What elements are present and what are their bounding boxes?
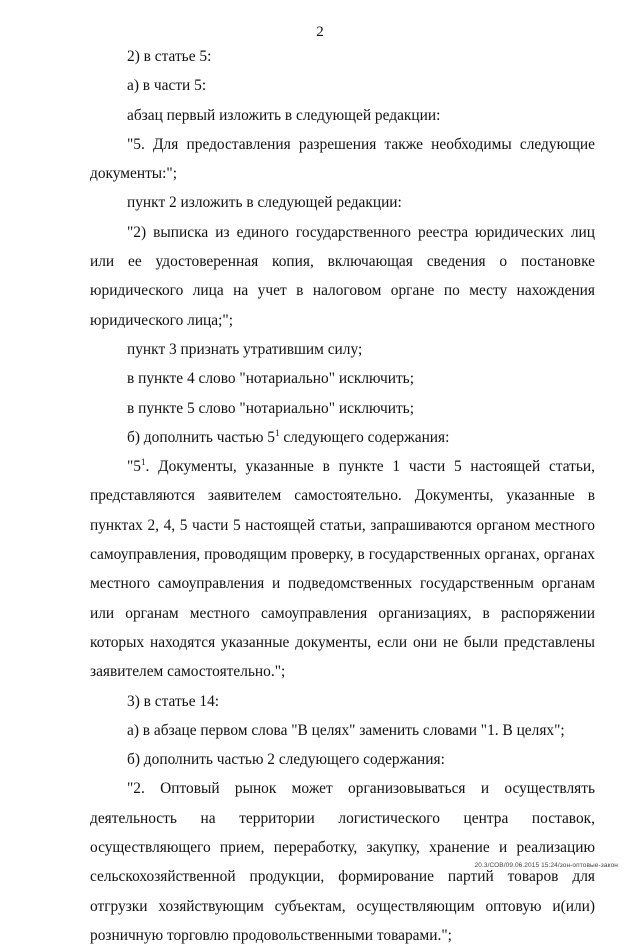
paragraph: "2) выписка из единого государственного реестра юридических лиц или ее удостоверенная копия, включающая сведения о постановке юридического лица на учет в налоговом органе по месту нахождения юридического лица;"; xyxy=(90,223,595,329)
paragraph: пункт 2 изложить в следующей редакции: xyxy=(127,194,402,212)
paragraph: "5. Для предоставления разрешения также необходимы следующие документы:"; xyxy=(90,135,595,183)
paragraph: "2. Оптовый рынок может организовываться и осуществлять деятельность на территории логистического центра поставок, осуществляющего прием, переработку, закупку, хранение и реализацию сельскохозяйственной продукции, формирование партий товаров для отгрузки хозяйствующим субъектам, осуществляющим оптовую и(или) розничную торговлю продовольственными товарами."; xyxy=(90,780,595,944)
paragraph-text: следующего содержания: xyxy=(279,428,450,446)
paragraph-text: "5 xyxy=(127,458,141,476)
superscript: 1 xyxy=(140,457,146,468)
paragraph: а) в абзаце первом слова "В целях" заменить словами "1. В целях"; xyxy=(127,721,565,739)
paragraph: пункт 3 признать утратившим силу; xyxy=(127,340,363,358)
paragraph xyxy=(90,423,595,452)
paragraph: 2) в статье 5: xyxy=(127,48,212,65)
paragraph xyxy=(90,452,595,686)
paragraph: в пункте 5 слово "нотариально" исключить; xyxy=(127,399,414,417)
paragraph: абзац первый изложить в следующей редакции: xyxy=(127,106,441,124)
paragraph-text: б) дополнить частью 5 xyxy=(127,428,275,446)
paragraph: б) дополнить частью 2 следующего содержания: xyxy=(127,751,445,769)
document-body xyxy=(90,42,595,950)
footer-label: 20.3/СОВ/09.06.2015 15:24/зон-оптовые-закон xyxy=(474,862,618,869)
superscript: 1 xyxy=(275,427,280,438)
paragraph: в пункте 4 слово "нотариально" исключить; xyxy=(127,370,414,388)
paragraph: а) в части 5: xyxy=(127,77,207,95)
paragraph-text: . Документы, указанные в пункте 1 части 5 настоящей статьи, представляются заявителем самостоятельно. Документы, указанные в пунктах 2, 4, 5 части 5 настоящей статьи, запрашиваются органом местного самоуправления, проводящим проверку, в государственных органах, органах местного самоуправления и подведомственных государственным органам или органам местного самоуправления организациях, в распоряжении которых находятся указанные документы, если они не были представлены заявителем самостоятельно."; xyxy=(90,458,595,681)
paragraph: 3) в статье 14: xyxy=(127,692,220,710)
page-number: 2 xyxy=(316,24,324,40)
